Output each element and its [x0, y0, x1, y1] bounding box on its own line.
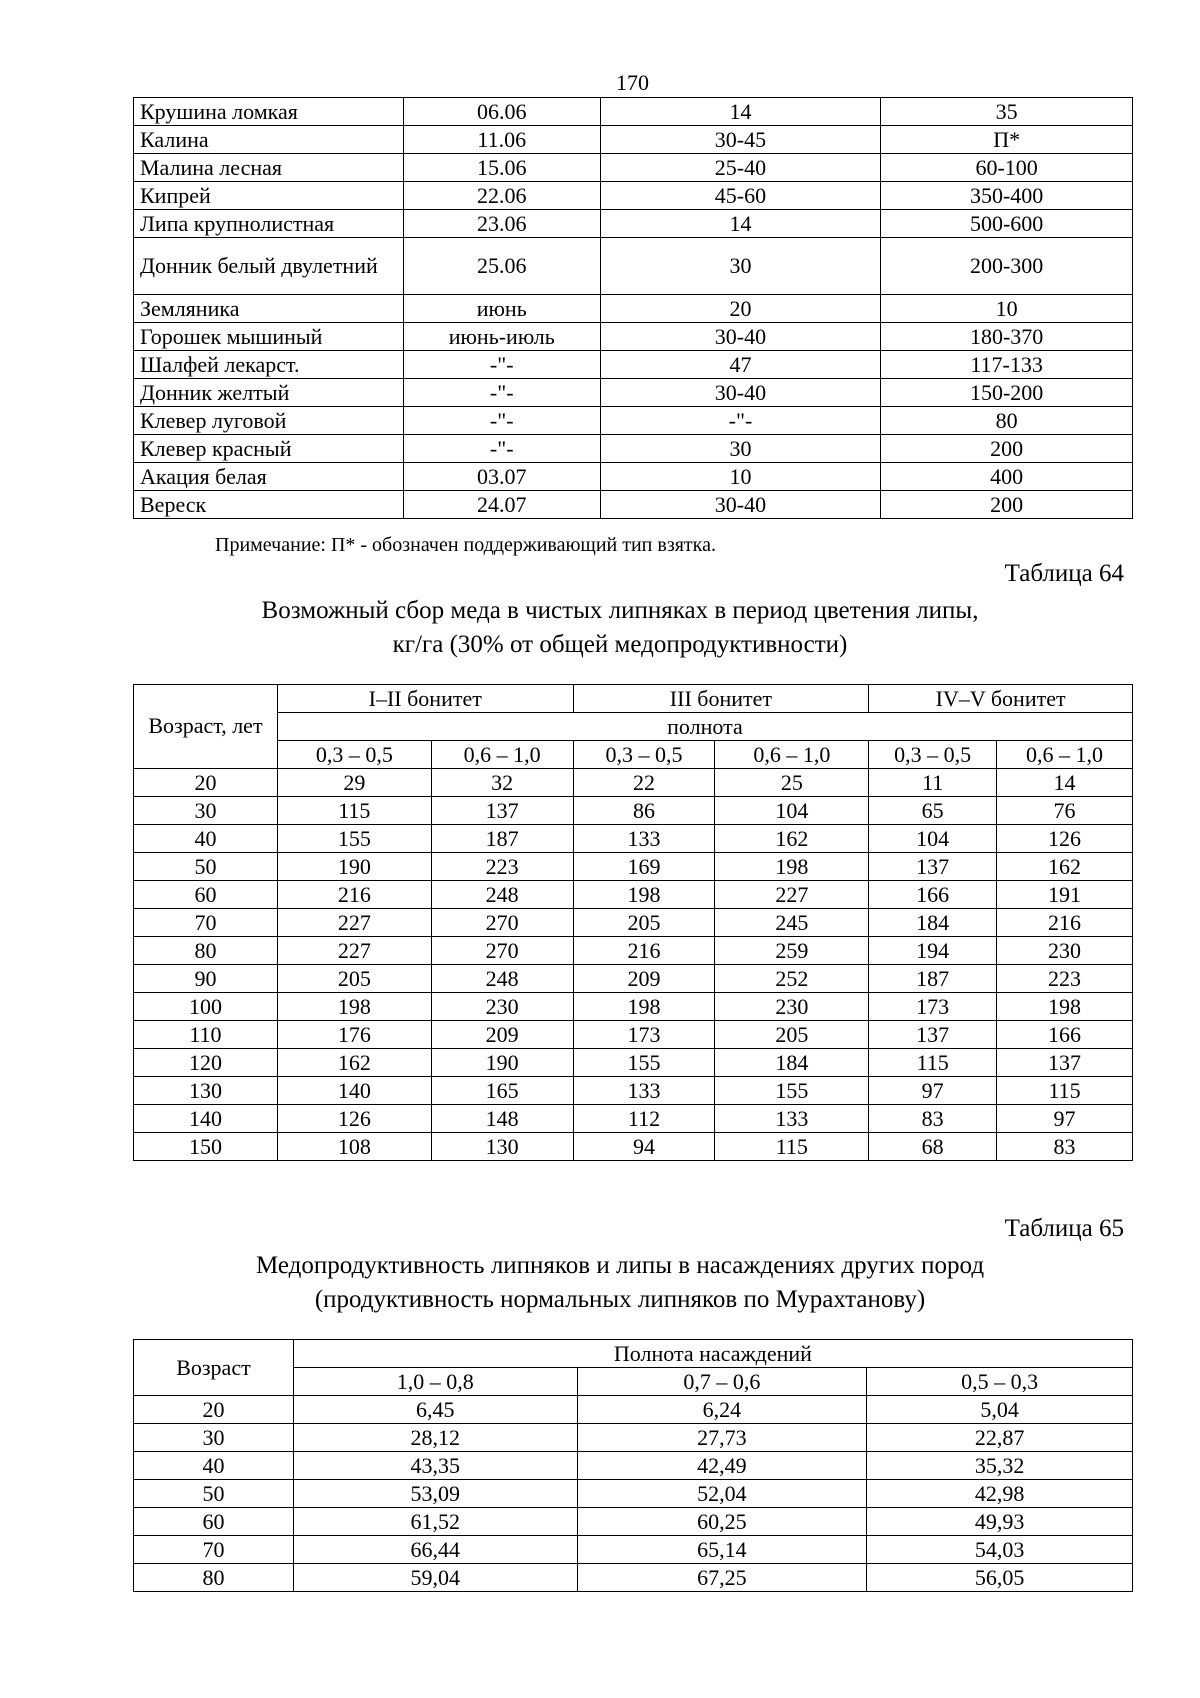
honey-productivity-cell: 400	[881, 463, 1133, 491]
bloom-date-cell: 23.06	[403, 210, 600, 238]
age-cell: 40	[134, 825, 278, 853]
plant-name-cell: Клевер луговой	[134, 407, 404, 435]
value-cell: 65,14	[577, 1536, 867, 1564]
plant-name-cell: Малина лесная	[134, 154, 404, 182]
table-row	[134, 379, 1133, 407]
value-cell: 198	[573, 881, 715, 909]
table-row	[134, 769, 1133, 797]
value-cell: 190	[431, 1049, 573, 1077]
table65-header-range: 0,5 – 0,3	[867, 1368, 1133, 1396]
value-cell: 53,09	[293, 1480, 577, 1508]
value-cell: 223	[431, 853, 573, 881]
table64-header-range: 0,3 – 0,5	[573, 741, 715, 769]
value-cell: 173	[869, 993, 997, 1021]
bloom-date-cell: 24.07	[403, 491, 600, 519]
age-cell: 100	[134, 993, 278, 1021]
bloom-date-cell: -"-	[403, 435, 600, 463]
value-cell: 227	[277, 909, 431, 937]
value-cell: 97	[869, 1077, 997, 1105]
table-row	[134, 1105, 1133, 1133]
table65-title	[20, 1249, 1200, 1317]
value-cell: 248	[431, 965, 573, 993]
table-row	[134, 1396, 1133, 1424]
value-cell: 209	[573, 965, 715, 993]
value-cell: 76	[997, 797, 1133, 825]
value-cell: 108	[277, 1133, 431, 1161]
value-cell: 248	[431, 881, 573, 909]
plant-name-cell: Калина	[134, 126, 404, 154]
honey-plants-table-body	[134, 98, 1133, 519]
plant-name-cell: Донник белый двулетний	[134, 238, 404, 295]
honey-productivity-cell: П*	[881, 126, 1133, 154]
value-cell: 126	[277, 1105, 431, 1133]
table64-header-row-1	[134, 685, 1133, 713]
table64-header-row-2	[134, 713, 1133, 741]
value-cell: 155	[277, 825, 431, 853]
bloom-duration-cell: 10	[600, 463, 881, 491]
plant-name-cell: Вереск	[134, 491, 404, 519]
bloom-date-cell: 11.06	[403, 126, 600, 154]
table-row	[134, 435, 1133, 463]
value-cell: 227	[277, 937, 431, 965]
bloom-duration-cell: 47	[600, 351, 881, 379]
table-row	[134, 154, 1133, 182]
value-cell: 32	[431, 769, 573, 797]
bloom-date-cell: 25.06	[403, 238, 600, 295]
bloom-date-cell: 03.07	[403, 463, 600, 491]
value-cell: 227	[715, 881, 869, 909]
bloom-duration-cell: 20	[600, 295, 881, 323]
bloom-date-cell: -"-	[403, 351, 600, 379]
value-cell: 115	[869, 1049, 997, 1077]
value-cell: 165	[431, 1077, 573, 1105]
value-cell: 14	[997, 769, 1133, 797]
value-cell: 43,35	[293, 1452, 577, 1480]
table-row	[134, 463, 1133, 491]
age-cell: 70	[134, 909, 278, 937]
value-cell: 155	[573, 1049, 715, 1077]
table64-header-group-3: IV–V бонитет	[869, 685, 1133, 713]
table64-header-group-2: III бонитет	[573, 685, 869, 713]
age-cell: 120	[134, 1049, 278, 1077]
value-cell: 184	[869, 909, 997, 937]
value-cell: 115	[715, 1133, 869, 1161]
value-cell: 230	[997, 937, 1133, 965]
value-cell: 198	[997, 993, 1133, 1021]
bloom-duration-cell: 45-60	[600, 182, 881, 210]
value-cell: 112	[573, 1105, 715, 1133]
value-cell: 5,04	[867, 1396, 1133, 1424]
age-cell: 80	[134, 1564, 294, 1592]
bloom-date-cell: 06.06	[403, 98, 600, 126]
value-cell: 137	[997, 1049, 1133, 1077]
value-cell: 187	[431, 825, 573, 853]
table-row	[134, 1536, 1133, 1564]
table-row	[134, 407, 1133, 435]
value-cell: 270	[431, 909, 573, 937]
table64-header-range: 0,6 – 1,0	[715, 741, 869, 769]
bloom-duration-cell: 30	[600, 435, 881, 463]
value-cell: 169	[573, 853, 715, 881]
honey-productivity-cell: 60-100	[881, 154, 1133, 182]
table64-header-density: полнота	[277, 713, 1132, 741]
honey-productivity-cell: 350-400	[881, 182, 1133, 210]
table-row	[134, 1564, 1133, 1592]
value-cell: 133	[573, 1077, 715, 1105]
honey-productivity-cell: 10	[881, 295, 1133, 323]
table65-body	[134, 1396, 1133, 1592]
value-cell: 176	[277, 1021, 431, 1049]
plant-name-cell: Акация белая	[134, 463, 404, 491]
bloom-duration-cell: 30-40	[600, 323, 881, 351]
table-row	[134, 1424, 1133, 1452]
table-row	[134, 825, 1133, 853]
value-cell: 115	[997, 1077, 1133, 1105]
bloom-date-cell: -"-	[403, 379, 600, 407]
honey-productivity-cell: 117-133	[881, 351, 1133, 379]
value-cell: 59,04	[293, 1564, 577, 1592]
table65-header-age: Возраст	[134, 1340, 294, 1396]
table-row	[134, 1049, 1133, 1077]
value-cell: 54,03	[867, 1536, 1133, 1564]
bloom-date-cell: июнь	[403, 295, 600, 323]
table-row	[134, 210, 1133, 238]
honey-productivity-cell: 200	[881, 435, 1133, 463]
table-row	[134, 323, 1133, 351]
bloom-date-cell: июнь-июль	[403, 323, 600, 351]
table-row	[134, 351, 1133, 379]
value-cell: 28,12	[293, 1424, 577, 1452]
value-cell: 209	[431, 1021, 573, 1049]
honey-productivity-cell: 180-370	[881, 323, 1133, 351]
table-row	[134, 853, 1133, 881]
table65-caption: Таблица 65	[1004, 1215, 1124, 1242]
value-cell: 162	[277, 1049, 431, 1077]
age-cell: 20	[134, 769, 278, 797]
age-cell: 90	[134, 965, 278, 993]
table-row	[134, 1077, 1133, 1105]
value-cell: 94	[573, 1133, 715, 1161]
value-cell: 42,98	[867, 1480, 1133, 1508]
value-cell: 166	[997, 1021, 1133, 1049]
table-row	[134, 965, 1133, 993]
plant-name-cell: Крушина ломкая	[134, 98, 404, 126]
value-cell: 155	[715, 1077, 869, 1105]
age-cell: 150	[134, 1133, 278, 1161]
honey-productivity-cell: 500-600	[881, 210, 1133, 238]
table64-header-range: 0,6 – 1,0	[997, 741, 1133, 769]
value-cell: 190	[277, 853, 431, 881]
table-row	[134, 937, 1133, 965]
value-cell: 97	[997, 1105, 1133, 1133]
age-cell: 50	[134, 853, 278, 881]
value-cell: 130	[431, 1133, 573, 1161]
value-cell: 137	[431, 797, 573, 825]
value-cell: 194	[869, 937, 997, 965]
value-cell: 216	[573, 937, 715, 965]
value-cell: 65	[869, 797, 997, 825]
value-cell: 166	[869, 881, 997, 909]
table64-header-age: Возраст, лет	[134, 685, 278, 769]
value-cell: 198	[277, 993, 431, 1021]
value-cell: 68	[869, 1133, 997, 1161]
age-cell: 80	[134, 937, 278, 965]
honey-productivity-cell: 200	[881, 491, 1133, 519]
value-cell: 162	[715, 825, 869, 853]
value-cell: 216	[277, 881, 431, 909]
value-cell: 148	[431, 1105, 573, 1133]
plant-name-cell: Горошек мышиный	[134, 323, 404, 351]
value-cell: 245	[715, 909, 869, 937]
value-cell: 115	[277, 797, 431, 825]
table64-header-range: 0,3 – 0,5	[869, 741, 997, 769]
bloom-duration-cell: 25-40	[600, 154, 881, 182]
value-cell: 230	[715, 993, 869, 1021]
bloom-duration-cell: 30	[600, 238, 881, 295]
table-row	[134, 993, 1133, 1021]
value-cell: 6,45	[293, 1396, 577, 1424]
value-cell: 133	[715, 1105, 869, 1133]
value-cell: 56,05	[867, 1564, 1133, 1592]
value-cell: 198	[573, 993, 715, 1021]
age-cell: 20	[134, 1396, 294, 1424]
value-cell: 22	[573, 769, 715, 797]
age-cell: 30	[134, 797, 278, 825]
value-cell: 140	[277, 1077, 431, 1105]
table-row	[134, 909, 1133, 937]
table65-header-range: 1,0 – 0,8	[293, 1368, 577, 1396]
value-cell: 35,32	[867, 1452, 1133, 1480]
table65-header-row-1	[134, 1340, 1133, 1368]
bloom-duration-cell: 30-45	[600, 126, 881, 154]
table-row	[134, 1452, 1133, 1480]
age-cell: 130	[134, 1077, 278, 1105]
table-row	[134, 126, 1133, 154]
value-cell: 11	[869, 769, 997, 797]
value-cell: 205	[573, 909, 715, 937]
plant-name-cell: Шалфей лекарст.	[134, 351, 404, 379]
plant-name-cell: Земляника	[134, 295, 404, 323]
table65-title-line2: (продуктивность нормальных липняков по Мурахтанову)	[314, 1286, 926, 1313]
table64-header-row-3	[134, 741, 1133, 769]
value-cell: 6,24	[577, 1396, 867, 1424]
value-cell: 27,73	[577, 1424, 867, 1452]
table64-caption: Таблица 64	[1004, 560, 1124, 587]
table-row	[134, 1480, 1133, 1508]
table64-title-line1: Возможный сбор меда в чистых липняках в период цветения липы,	[261, 597, 979, 624]
value-cell: 191	[997, 881, 1133, 909]
value-cell: 83	[869, 1105, 997, 1133]
table64-header-group-1: I–II бонитет	[277, 685, 573, 713]
value-cell: 216	[997, 909, 1133, 937]
value-cell: 126	[997, 825, 1133, 853]
table65	[133, 1339, 1133, 1592]
value-cell: 86	[573, 797, 715, 825]
bloom-duration-cell: 30-40	[600, 379, 881, 407]
value-cell: 67,25	[577, 1564, 867, 1592]
table65-title-line1: Медопродуктивность липняков и липы в насаждениях других пород	[255, 1252, 985, 1279]
age-cell: 30	[134, 1424, 294, 1452]
page-number: 170	[616, 70, 649, 95]
table64-title-line2: кг/га (30% от общей медопродуктивности)	[392, 631, 848, 658]
age-cell: 70	[134, 1536, 294, 1564]
honey-plants-table	[133, 97, 1133, 519]
age-cell: 50	[134, 1480, 294, 1508]
table65-header-range: 0,7 – 0,6	[577, 1368, 867, 1396]
bloom-date-cell: 15.06	[403, 154, 600, 182]
table-row	[134, 1508, 1133, 1536]
value-cell: 104	[869, 825, 997, 853]
bloom-duration-cell: 14	[600, 210, 881, 238]
honey-productivity-cell: 200-300	[881, 238, 1133, 295]
value-cell: 52,04	[577, 1480, 867, 1508]
bloom-date-cell: -"-	[403, 407, 600, 435]
table64	[133, 684, 1133, 1161]
value-cell: 184	[715, 1049, 869, 1077]
table-row	[134, 797, 1133, 825]
table-row	[134, 1021, 1133, 1049]
plant-name-cell: Липа крупнолистная	[134, 210, 404, 238]
value-cell: 223	[997, 965, 1133, 993]
value-cell: 22,87	[867, 1424, 1133, 1452]
table-row	[134, 881, 1133, 909]
value-cell: 252	[715, 965, 869, 993]
honey-productivity-cell: 80	[881, 407, 1133, 435]
value-cell: 187	[869, 965, 997, 993]
honey-productivity-cell: 35	[881, 98, 1133, 126]
age-cell: 140	[134, 1105, 278, 1133]
value-cell: 137	[869, 853, 997, 881]
table64-body	[134, 769, 1133, 1161]
table-note: Примечание: П* - обозначен поддерживающий тип взятка.	[215, 534, 716, 556]
table-row	[134, 1133, 1133, 1161]
value-cell: 133	[573, 825, 715, 853]
age-cell: 110	[134, 1021, 278, 1049]
table-row	[134, 295, 1133, 323]
table64-header-range: 0,6 – 1,0	[431, 741, 573, 769]
value-cell: 104	[715, 797, 869, 825]
value-cell: 259	[715, 937, 869, 965]
bloom-date-cell: 22.06	[403, 182, 600, 210]
bloom-duration-cell: 30-40	[600, 491, 881, 519]
plant-name-cell: Кипрей	[134, 182, 404, 210]
table65-header-density: Полнота насаждений	[293, 1340, 1132, 1368]
value-cell: 205	[715, 1021, 869, 1049]
age-cell: 60	[134, 881, 278, 909]
value-cell: 205	[277, 965, 431, 993]
value-cell: 83	[997, 1133, 1133, 1161]
value-cell: 61,52	[293, 1508, 577, 1536]
value-cell: 162	[997, 853, 1133, 881]
age-cell: 40	[134, 1452, 294, 1480]
table64-header-range: 0,3 – 0,5	[277, 741, 431, 769]
table-row	[134, 238, 1133, 295]
honey-productivity-cell: 150-200	[881, 379, 1133, 407]
value-cell: 270	[431, 937, 573, 965]
value-cell: 66,44	[293, 1536, 577, 1564]
value-cell: 60,25	[577, 1508, 867, 1536]
value-cell: 198	[715, 853, 869, 881]
value-cell: 49,93	[867, 1508, 1133, 1536]
value-cell: 137	[869, 1021, 997, 1049]
plant-name-cell: Донник желтый	[134, 379, 404, 407]
value-cell: 25	[715, 769, 869, 797]
value-cell: 29	[277, 769, 431, 797]
bloom-duration-cell: -"-	[600, 407, 881, 435]
table-row	[134, 491, 1133, 519]
age-cell: 60	[134, 1508, 294, 1536]
value-cell: 42,49	[577, 1452, 867, 1480]
value-cell: 173	[573, 1021, 715, 1049]
table-row	[134, 98, 1133, 126]
plant-name-cell: Клевер красный	[134, 435, 404, 463]
bloom-duration-cell: 14	[600, 98, 881, 126]
table64-title	[20, 594, 1200, 662]
table-row	[134, 182, 1133, 210]
value-cell: 230	[431, 993, 573, 1021]
